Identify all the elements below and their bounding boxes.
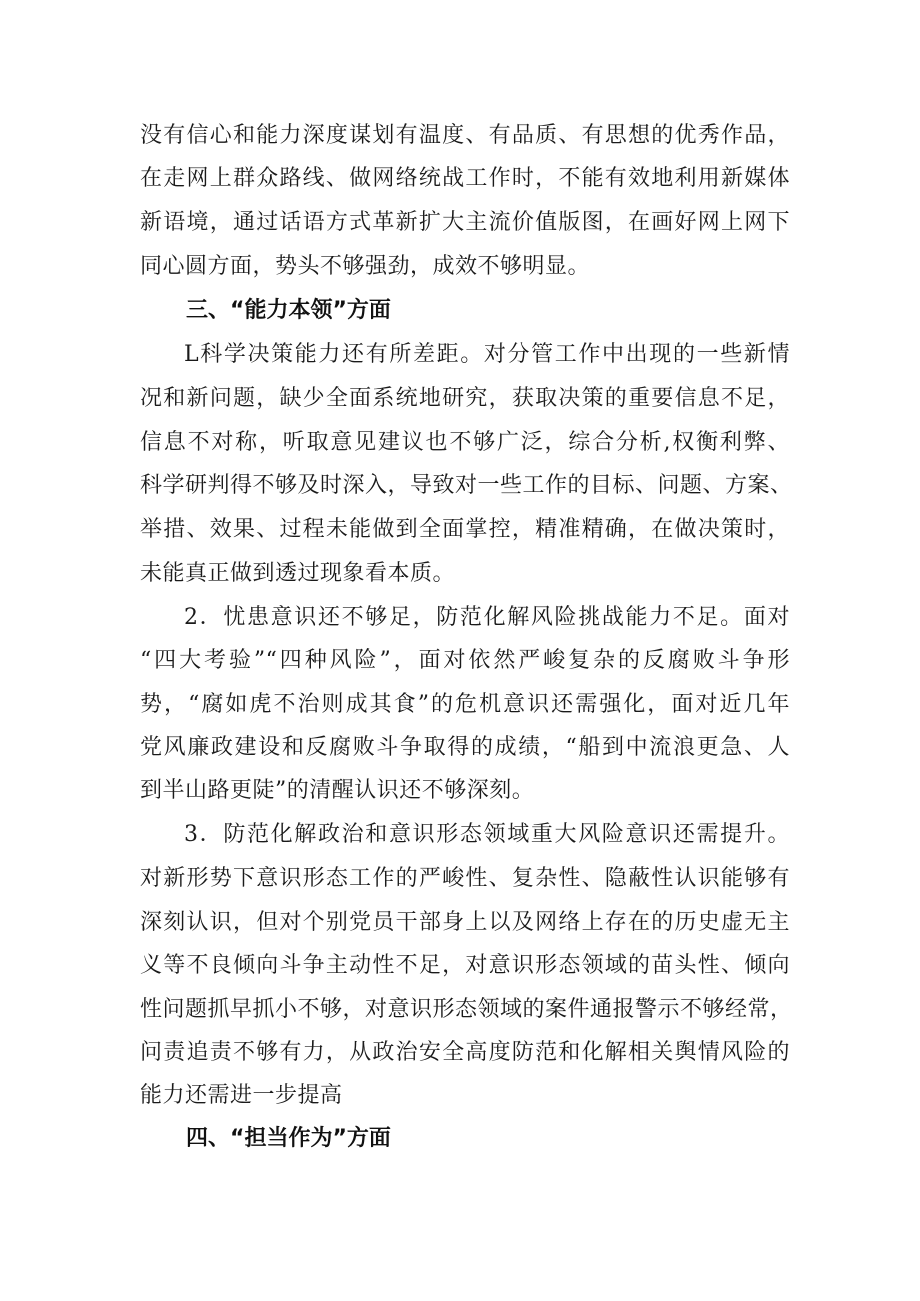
paragraph-line: 深刻认识，但对个别党员干部身上以及网络上存在的历史虚无主 [140,910,790,935]
paragraph-line: 况和新问题，缺少全面系统地研究，获取决策的重要信息不足， [140,386,790,411]
paragraph-line: 党风廉政建设和反腐败斗争取得的成绩，“船到中流浪更急、人 [140,735,790,760]
paragraph-line: 未能真正做到透过现象看本质。 [140,561,456,586]
paragraph-line: 义等不良倾向斗争主动性不足，对意识形态领域的苗头性、倾向 [140,953,790,978]
section-heading-4: 四、“担当作为”方面 [186,1126,391,1151]
paragraph-line: 到半山路更陡”的清醒认识还不够深刻。 [140,778,535,803]
paragraph-line: 能力还需进一步提高 [140,1083,343,1108]
paragraph-line: 举措、效果、过程未能做到全面掌控，精准精确，在做决策时， [140,517,790,542]
paragraph-line: 信息不对称，听取意见建议也不够广泛，综合分析,权衡利弊、 [140,430,790,455]
paragraph-line: 新语境，通过话语方式革新扩大主流价值版图，在画好网上网下 [140,210,790,235]
paragraph-line: 问责追责不够有力，从政治安全高度防范和化解相关舆情风险的 [140,1040,790,1065]
paragraph-line: 性问题抓早抓小不够，对意识形态领域的案件通报警示不够经常， [140,997,793,1022]
paragraph-line: 2．忧患意识还不够足，防范化解风险挑战能力不足。面对 [184,605,790,630]
paragraph-line: 同心圆方面，势头不够强劲，成效不够明显。 [140,254,591,279]
paragraph-line: L科学决策能力还有所差距。对分管工作中出现的一些新情 [184,342,790,367]
paragraph-line: 对新形势下意识形态工作的严峻性、复杂性、隐蔽性认识能够有 [140,866,790,891]
paragraph-line: 科学研判得不够及时深入，导致对一些工作的目标、问题、方案、 [140,473,793,498]
section-heading-3: 三、“能力本领”方面 [186,298,391,323]
paragraph-line: 势，“腐如虎不治则成其食”的危机意识还需强化，面对近几年 [140,692,790,717]
paragraph-line: 在走网上群众路线、做网络统战工作时，不能有效地利用新媒体 [140,166,790,191]
paragraph-line: 没有信心和能力深度谋划有温度、有品质、有思想的优秀作品， [140,123,790,148]
paragraph-line: 3．防范化解政治和意识形态领域重大风险意识还需提升。 [184,822,790,847]
paragraph-line: “四大考验”“四种风险”，面对依然严峻复杂的反腐败斗争形 [140,648,790,673]
